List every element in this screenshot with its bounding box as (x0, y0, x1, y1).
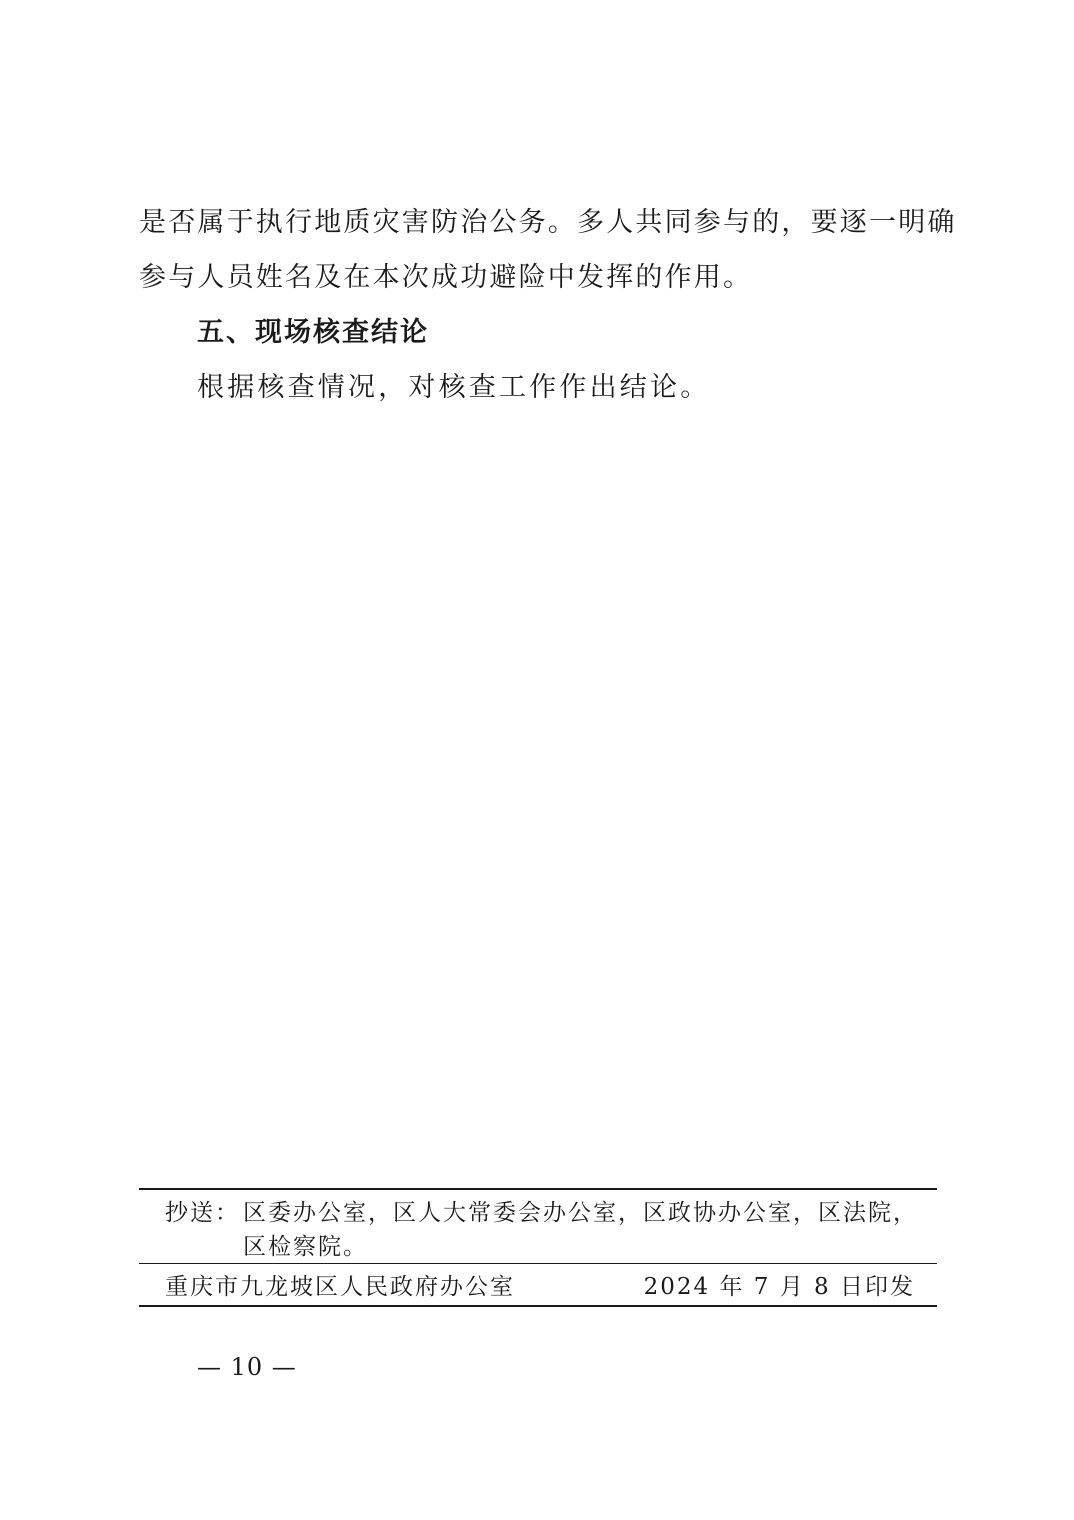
page-number: — 10 — (197, 1353, 297, 1381)
paragraph-line: 参与人员姓名及在本次成功避险中发挥的作用。 (139, 262, 753, 293)
cc-recipients-line1: 区委办公室，区人大常委会办公室，区政协办公室，区法院， (243, 1200, 918, 1226)
section-heading: 五、现场核查结论 (197, 317, 429, 348)
footer-top-rule (139, 1188, 937, 1190)
footer-bottom-rule (139, 1305, 937, 1307)
paragraph-line: 是否属于执行地质灾害防治公务。多人共同参与的，要逐一明确 (139, 207, 957, 238)
cc-recipients-line2: 区检察院。 (243, 1234, 368, 1260)
issue-date: 2024 年 7 月 8 日印发 (643, 1274, 915, 1300)
issuer-name: 重庆市九龙坡区人民政府办公室 (165, 1274, 515, 1300)
cc-label: 抄送： (165, 1200, 240, 1226)
body-paragraph (139, 195, 957, 305)
conclusion-text: 根据核查情况，对核查工作作出结论。 (197, 372, 711, 403)
footer-middle-rule (139, 1263, 937, 1264)
